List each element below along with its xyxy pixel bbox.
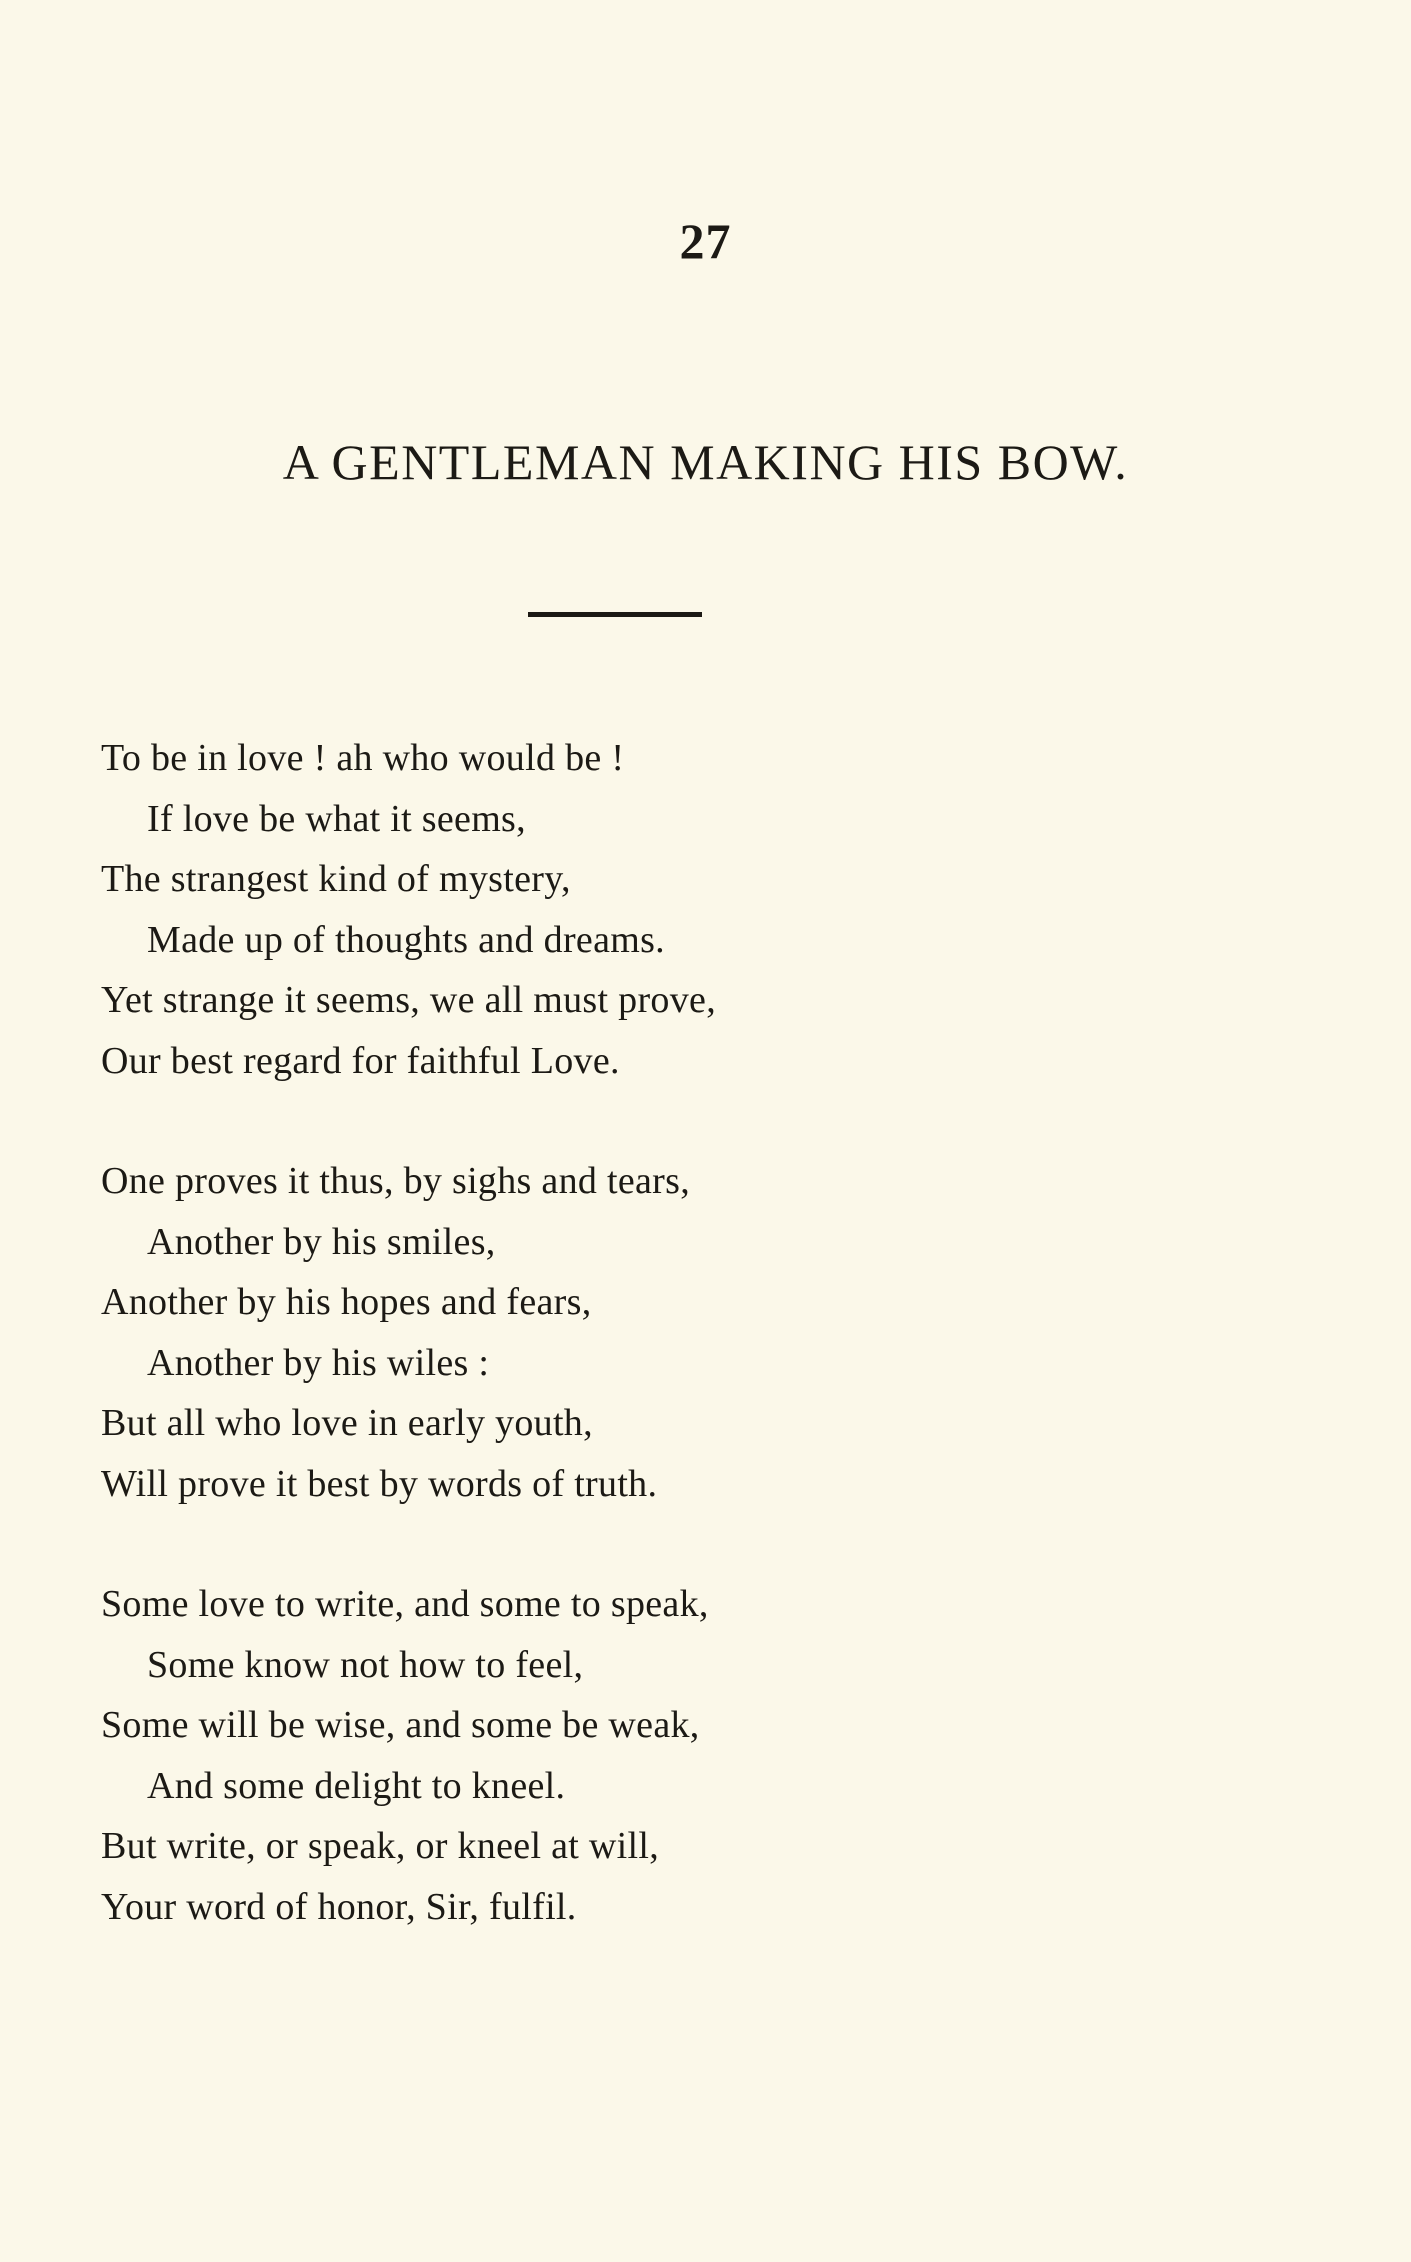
poem-line: Another by his smiles, (147, 1220, 496, 1263)
poem-title: A GENTLEMAN MAKING HIS BOW. (282, 434, 1129, 490)
poem-line: Some love to write, and some to speak, (101, 1583, 709, 1625)
poem-line: Yet strange it seems, we all must prove, (101, 979, 716, 1021)
poem-line: One proves it thus, by sighs and tears, (101, 1160, 691, 1202)
poem-line: Some know not how to feel, (147, 1643, 584, 1686)
poem-line: The strangest kind of mystery, (101, 858, 571, 900)
poem-line: But all who love in early youth, (101, 1402, 593, 1444)
stanza-2 (101, 1151, 1321, 1514)
poem-line: Our best regard for faithful Love. (101, 1039, 620, 1082)
stanza-3 (101, 1574, 1321, 1937)
poem-body (101, 728, 1321, 1997)
poem-line: Another by his wiles : (147, 1341, 490, 1384)
poem-line: But write, or speak, or kneel at will, (101, 1825, 660, 1867)
poem-line: Your word of honor, Sir, fulfil. (101, 1885, 577, 1928)
title-rule (528, 612, 702, 617)
poem-line: Made up of thoughts and dreams. (147, 918, 665, 961)
stanza-1 (101, 728, 1321, 1091)
poem-line: Will prove it best by words of truth. (101, 1462, 658, 1505)
poem-line: And some delight to kneel. (147, 1764, 566, 1807)
poem-line: Another by his hopes and fears, (101, 1281, 592, 1323)
page-number: 27 (679, 213, 732, 269)
poem-line: Some will be wise, and some be weak, (101, 1704, 700, 1746)
poem-line: If love be what it seems, (147, 797, 526, 840)
poem-line: To be in love ! ah who would be ! (101, 737, 625, 779)
